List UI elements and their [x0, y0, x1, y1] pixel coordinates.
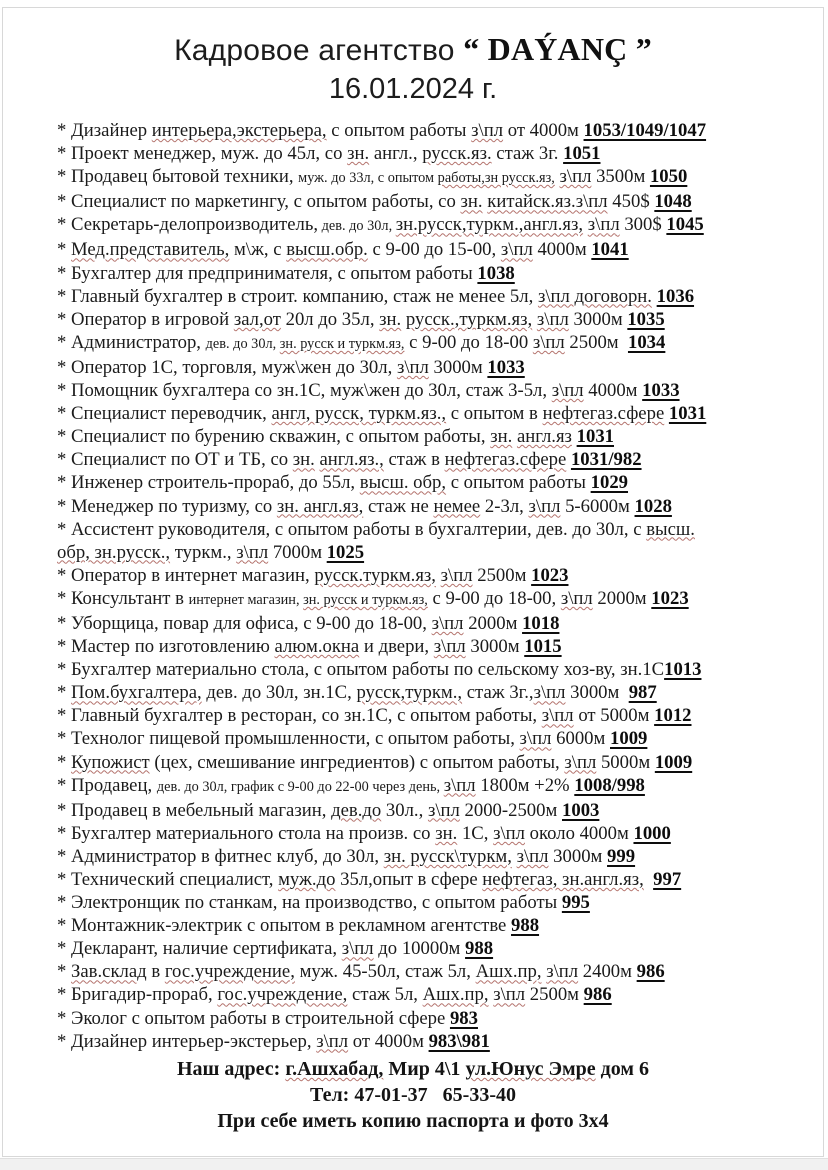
job-text-segment: 30л., — [381, 799, 428, 821]
job-ref-number: 986 — [636, 961, 665, 983]
spellcheck-flagged-text: зн. — [460, 191, 483, 213]
job-text-segment: 300$ — [619, 214, 667, 236]
bullet-asterisk: * — [57, 356, 72, 378]
bullet-asterisk: * — [57, 682, 72, 704]
spellcheck-flagged-text: з\пл — [431, 612, 464, 634]
address-line — [3, 1056, 823, 1082]
job-text-segment: 35л,опыт в сфере — [335, 869, 483, 890]
spellcheck-flagged-text: ул.Юнус Эмре — [465, 1057, 596, 1080]
bullet-asterisk: * — [57, 120, 72, 141]
job-text-segment: Бригадир-прораб, — [71, 984, 218, 1006]
job-text-segment: Электронщик по станкам, на производство, с опытом работы — [71, 892, 562, 914]
spellcheck-flagged-text: гос.учреждение, — [164, 961, 295, 983]
job-text-segment: Продавец, — [71, 774, 157, 796]
job-line — [57, 518, 775, 564]
spellcheck-flagged-text: русск.,туркм.яз, — [405, 308, 533, 330]
job-ref-number: 1029 — [590, 472, 629, 494]
spellcheck-flagged-text: з\пл — [536, 308, 569, 330]
bullet-asterisk: * — [57, 564, 72, 586]
job-text-segment: 3000м — [568, 308, 628, 330]
job-line — [57, 587, 775, 612]
job-text-segment: 3500м — [591, 166, 650, 188]
spellcheck-flagged-text: з\пл — [341, 938, 374, 960]
spellcheck-flagged-text: Купожист — [71, 751, 150, 773]
job-text-segment: с 9-00 до 18-00, — [427, 587, 561, 609]
job-text-segment: 2-3л, — [480, 495, 529, 517]
spellcheck-flagged-text: высш. обр, — [359, 472, 447, 494]
job-ref-number: 1009 — [654, 751, 693, 773]
spellcheck-flagged-text: з\пл — [551, 380, 584, 402]
job-ref-number: 1028 — [634, 495, 672, 517]
job-text-segment: с опытом работы — [326, 120, 472, 141]
spellcheck-flagged-text: з\пл — [532, 331, 565, 353]
job-line — [57, 285, 775, 308]
job-text-segment: Бухгалтер материального стола на произв. со — [71, 822, 436, 844]
job-ref-number: 988 — [465, 938, 494, 960]
job-line — [57, 495, 775, 518]
spellcheck-flagged-text: китайск.яз.з\пл — [487, 191, 608, 213]
job-ref-number: 1031/982 — [570, 449, 642, 471]
spellcheck-flagged-text: немее — [433, 495, 481, 517]
job-text-segment: Специалист по маркетингу, с опытом работы, со — [71, 191, 461, 213]
bullet-asterisk: * — [57, 869, 72, 890]
viewer-background-strip — [0, 1158, 828, 1170]
job-ref-number: 1041 — [591, 239, 629, 261]
job-line — [57, 937, 775, 960]
job-text-segment: туркм., — [170, 541, 237, 563]
job-line — [57, 356, 775, 379]
job-text-segment: 4000м — [583, 380, 643, 402]
job-line — [57, 681, 775, 704]
job-text-segment: Декларант, наличие сертификата, — [71, 938, 342, 960]
job-ref-number: 1013 — [664, 659, 702, 681]
job-ref-number: 1025 — [326, 541, 365, 563]
spellcheck-flagged-text: з\пл — [528, 495, 561, 517]
spellcheck-flagged-text: русск.яз. — [422, 143, 492, 165]
job-text-segment: стаж 3г. — [491, 143, 564, 165]
spellcheck-flagged-text: з\пл — [560, 587, 593, 609]
bullet-asterisk: * — [57, 799, 72, 821]
job-text-segment: дев. до 30л, — [205, 335, 280, 352]
job-text-segment: Продавец в мебельный магазин, — [71, 799, 332, 821]
job-text-segment: Бухгалтер материально стола, с опытом работы по сельскому хоз-ву, зн.1С — [71, 659, 665, 681]
spellcheck-flagged-text: муж.до — [278, 869, 336, 890]
spellcheck-flagged-text: зн. англ.яз, — [276, 495, 364, 517]
spellcheck-flagged-text: з\пл — [519, 728, 552, 750]
job-ref-number: 1036 — [656, 285, 695, 307]
job-line — [57, 165, 775, 190]
bullet-asterisk: * — [57, 751, 72, 773]
bullet-asterisk: * — [57, 636, 72, 658]
spellcheck-flagged-text: з\пл — [546, 961, 579, 983]
spellcheck-flagged-text: зн.русск,туркм.,англ.яз, — [395, 214, 584, 236]
job-line — [57, 891, 775, 914]
job-text-segment: до 10000м — [373, 938, 466, 960]
spellcheck-flagged-text: высш.обр. — [286, 239, 368, 261]
bullet-asterisk: * — [57, 262, 72, 284]
job-ref-number: 1034 — [627, 331, 666, 353]
job-line — [57, 799, 775, 822]
job-text-segment: от 4000м — [348, 1030, 429, 1052]
spellcheck-flagged-text: алюм.окна — [274, 636, 360, 658]
job-text-segment: 3000м — [565, 682, 629, 704]
job-ref-number: 988 — [511, 915, 540, 937]
job-line — [57, 425, 775, 448]
job-text-segment: стаж 5л, — [347, 984, 423, 1006]
job-text-segment — [644, 869, 653, 890]
bullet-asterisk: * — [57, 822, 72, 844]
job-text-segment: Дизайнер — [71, 120, 152, 141]
job-ref-number: 1000 — [633, 822, 671, 844]
job-text-segment: Консультант в — [71, 587, 189, 609]
job-ref-number: 995 — [561, 892, 590, 914]
job-text-segment: дев. до 30л, график с 9-00 до 22-00 через день, — [156, 778, 444, 795]
job-text-segment: м\ж, с — [229, 239, 287, 261]
job-text-segment: (цех, смешивание ингредиентов) с опытом работы, — [149, 751, 565, 773]
job-text-segment: 2000м — [463, 612, 523, 634]
spellcheck-flagged-text: з\пл — [433, 636, 466, 658]
job-text-segment: и двери, — [359, 636, 434, 658]
spellcheck-flagged-text: з\пл — [440, 564, 473, 586]
spellcheck-flagged-text: интерьера,экстерьера, — [151, 120, 327, 141]
job-line — [57, 142, 775, 165]
spellcheck-flagged-text: русск.туркм.яз, — [314, 564, 436, 586]
job-ref-number: 1048 — [654, 191, 692, 213]
spellcheck-flagged-text: англ.яз — [516, 426, 572, 448]
job-text-segment: дев. до 30л, — [318, 218, 396, 235]
bullet-asterisk: * — [57, 984, 72, 1006]
job-text-segment: англ., — [369, 143, 423, 165]
spellcheck-flagged-text: з\пл — [559, 166, 592, 188]
spellcheck-flagged-text: зн. — [292, 449, 315, 471]
job-ref-number: 983 — [449, 1007, 478, 1029]
spellcheck-flagged-text: высш. — [646, 518, 695, 540]
job-line — [57, 331, 775, 356]
job-text-segment: Администратор, — [71, 331, 206, 353]
bullet-asterisk: * — [57, 403, 72, 425]
job-text-segment: 3000м — [548, 845, 608, 867]
bullet-asterisk: * — [57, 774, 72, 796]
job-text-segment: 4000м — [532, 239, 592, 261]
job-text-segment: 2000м — [592, 587, 652, 609]
job-ref-number: 1012 — [654, 705, 692, 727]
bullet-asterisk: * — [57, 380, 72, 402]
job-text-segment: Дизайнер интерьер-экстерьер, — [71, 1030, 317, 1052]
job-text-segment: Специалист переводчик, — [71, 403, 272, 425]
job-text-segment: 1С, — [457, 822, 494, 844]
job-line — [57, 213, 775, 238]
spellcheck-flagged-text: нефтегаз.сфере — [542, 403, 665, 425]
job-line — [57, 612, 775, 635]
spellcheck-flagged-text: з\пл — [396, 356, 429, 378]
job-text-segment: 2400м — [578, 961, 637, 983]
job-ref-number: 1023 — [531, 564, 569, 586]
spellcheck-flagged-text: зн. русск и туркм.яз, — [279, 335, 405, 352]
job-text-segment: интернет магазин, — [188, 591, 304, 608]
job-text-segment: 3000м — [465, 636, 525, 658]
job-line — [57, 190, 775, 213]
bullet-asterisk: * — [57, 166, 72, 188]
job-ref-number: 1038 — [477, 262, 515, 284]
job-line — [57, 262, 775, 285]
bullet-asterisk: * — [57, 728, 72, 750]
spellcheck-flagged-text: Мед.представитель, — [71, 239, 230, 261]
spellcheck-flagged-text: з\пл — [493, 984, 526, 1006]
spellcheck-flagged-text: з\пл — [316, 1030, 349, 1052]
job-text-segment: Монтажник-электрик с опытом в рекламном агентстве — [71, 915, 512, 937]
job-line — [57, 751, 775, 774]
job-line — [57, 448, 775, 471]
job-text-segment: Главный бухгалтер в строит. компанию, стаж не менее 5л, — [71, 285, 538, 307]
job-text-segment: Мир 4\1 — [383, 1057, 466, 1080]
spellcheck-flagged-text: работы,зн русск.яз, — [437, 170, 555, 187]
phone-line: Тел: 47-01-37 65-33-40 — [310, 1083, 516, 1106]
bullet-asterisk: * — [57, 915, 72, 937]
job-text-segment: Специалист по ОТ и ТБ, со — [71, 449, 293, 471]
job-text-segment: 5-6000м — [560, 495, 635, 517]
job-text-segment: дом 6 — [595, 1057, 650, 1080]
job-text-segment: Менеджер по туризму, со — [71, 495, 277, 517]
bullet-asterisk: * — [57, 239, 72, 261]
bullet-asterisk: * — [57, 892, 72, 914]
job-text-segment: Технический специалист, — [71, 869, 279, 890]
job-ref-number: 986 — [583, 984, 612, 1006]
spellcheck-flagged-text: з\пл — [500, 239, 533, 261]
bullet-asterisk: * — [57, 705, 72, 727]
spellcheck-flagged-text: з\пл — [533, 682, 566, 704]
job-text-segment: около 4000м — [525, 822, 634, 844]
spellcheck-flagged-text: з\пл — [541, 705, 574, 727]
job-line — [57, 471, 775, 494]
job-text-segment: Продавец бытовой техники, — [71, 166, 299, 188]
spellcheck-flagged-text: Пом.бухгалтера, — [71, 682, 202, 704]
job-text-segment: 6000м — [551, 728, 610, 750]
spellcheck-flagged-text: з\пл — [236, 541, 269, 563]
spellcheck-flagged-text: зн. — [435, 822, 458, 844]
job-line — [57, 238, 775, 261]
job-text-segment: 450$ — [607, 191, 655, 213]
spellcheck-flagged-text: зн. — [347, 143, 370, 165]
spellcheck-flagged-text: англ, русск, туркм.яз., — [271, 403, 447, 425]
job-line — [57, 308, 775, 331]
job-text-segment: 20л до 35л, — [280, 308, 380, 330]
job-line — [57, 402, 775, 425]
job-ref-number: 1003 — [562, 799, 600, 821]
bullet-asterisk: * — [57, 1007, 72, 1029]
job-ref-number: 987 — [628, 682, 657, 704]
spellcheck-flagged-text: русск,туркм., — [356, 682, 463, 704]
job-ref-number: 1051 — [563, 143, 601, 165]
job-text-segment: Главный бухгалтер в ресторан, со зн.1С, с опытом работы, — [71, 705, 542, 727]
job-text-segment: 7000м — [268, 541, 327, 563]
spellcheck-flagged-text: з\пл — [516, 845, 549, 867]
job-text-segment: от 4000м — [503, 120, 584, 141]
job-ref-number: 1015 — [524, 636, 562, 658]
job-text-segment: Наш адрес: — [176, 1057, 286, 1080]
spellcheck-flagged-text: дев.до — [331, 799, 382, 821]
spellcheck-flagged-text: зал,от — [233, 308, 281, 330]
agency-label: Кадровое агентство — [174, 34, 455, 67]
vacancy-list — [57, 119, 775, 1053]
bullet-asterisk: * — [57, 659, 72, 681]
spellcheck-flagged-text: Ашх.пр, — [422, 984, 489, 1006]
bullet-asterisk: * — [57, 961, 72, 983]
spellcheck-flagged-text: обр, зн.русск., — [57, 541, 171, 563]
spellcheck-flagged-text: зн. — [379, 308, 402, 330]
note-line: При себе иметь копию паспорта и фото 3х4 — [217, 1109, 609, 1132]
bullet-asterisk: * — [57, 495, 72, 517]
job-text-segment: Оператор в игровой — [71, 308, 234, 330]
spellcheck-flagged-text: г.Ашхабад, — [285, 1057, 384, 1080]
bullet-asterisk: * — [57, 472, 72, 494]
job-ref-number: 1033 — [642, 380, 680, 402]
bullet-asterisk: * — [57, 308, 72, 330]
job-text-segment: Секретарь-делопроизводитель, — [71, 214, 319, 236]
spellcheck-flagged-text: Ашх.пр, — [475, 961, 542, 983]
job-text-segment: стаж в — [383, 449, 445, 471]
job-text-segment: 3000м — [428, 356, 488, 378]
job-text-segment: Мастер по изготовлению — [71, 636, 275, 658]
job-text-segment: Оператор в интернет магазин, — [71, 564, 315, 586]
bullet-asterisk: * — [57, 1030, 72, 1052]
spellcheck-flagged-text: гос.учреждение, — [217, 984, 348, 1006]
job-text-segment: в — [146, 961, 165, 983]
document-page — [2, 7, 824, 1157]
job-ref-number: 1018 — [522, 612, 560, 634]
job-ref-number: 1008/998 — [574, 774, 645, 796]
job-ref-number: 999 — [607, 845, 636, 867]
spellcheck-flagged-text: з\пл — [587, 214, 620, 236]
job-line — [57, 914, 775, 937]
job-line — [57, 960, 775, 983]
job-text-segment: 2500м — [472, 564, 532, 586]
job-text-segment: с 9-00 до 18-00 — [404, 331, 533, 353]
document-footer — [3, 1056, 823, 1134]
job-line — [57, 704, 775, 727]
job-ref-number: 1023 — [651, 587, 689, 609]
job-text-segment: Уборщица, повар для офиса, с 9-00 до 18-00, — [71, 612, 432, 634]
spellcheck-flagged-text: зн. русск и туркм.яз, — [303, 591, 428, 608]
job-ref-number: 1045 — [666, 214, 704, 236]
job-text-segment: с 9-00 до 15-00, — [367, 239, 501, 261]
job-ref-number: 997 — [653, 869, 682, 890]
spellcheck-flagged-text: з\пл — [471, 120, 504, 141]
spellcheck-flagged-text: зн. русск\туркм, — [383, 845, 512, 867]
job-text-segment: с опытом в — [446, 403, 543, 425]
job-ref-number: 1031 — [576, 426, 614, 448]
job-text-segment: 2000-2500м — [459, 799, 562, 821]
job-line — [57, 868, 775, 891]
bullet-asterisk: * — [57, 191, 72, 213]
spellcheck-flagged-text: з\пл — [493, 822, 525, 844]
job-line — [57, 1030, 775, 1053]
job-text-segment: Инженер строитель-прораб, до 55л, — [71, 472, 360, 494]
spellcheck-flagged-text: з\пл — [427, 799, 460, 821]
spellcheck-flagged-text: Зав.склад — [71, 961, 147, 983]
bullet-asterisk: * — [57, 612, 72, 634]
job-text-segment: муж. 45-50л, стаж 5л, — [294, 961, 476, 983]
job-text-segment: Специалист по бурению скважин, с опытом работы, — [71, 426, 491, 448]
document-date: 16.01.2024 г. — [328, 73, 498, 105]
job-line — [57, 1007, 775, 1030]
job-text-segment: от 5000м — [573, 705, 655, 727]
job-ref-number: 1053/1049/1047 — [583, 120, 707, 141]
job-line — [57, 379, 775, 402]
spellcheck-flagged-text: з\пл договорн. — [537, 285, 652, 307]
bullet-asterisk: * — [57, 587, 72, 609]
bullet-asterisk: * — [57, 938, 72, 960]
bullet-asterisk: * — [57, 143, 72, 165]
page-title — [3, 8, 823, 72]
spellcheck-flagged-text: з\пл — [443, 774, 476, 796]
job-line — [57, 983, 775, 1006]
job-text-segment: с опытом работы — [446, 472, 591, 494]
spellcheck-flagged-text: зн. — [490, 426, 513, 448]
job-line — [57, 119, 775, 142]
job-line — [57, 774, 775, 799]
job-ref-number: 1009 — [610, 728, 648, 750]
job-line — [57, 564, 775, 587]
bullet-asterisk: * — [57, 426, 72, 448]
job-line — [57, 658, 775, 681]
job-text-segment: Эколог с опытом работы в строительной сфере — [71, 1007, 450, 1029]
job-text-segment: 1800м +2% — [475, 774, 575, 796]
bullet-asterisk: * — [57, 518, 72, 540]
job-line — [57, 635, 775, 658]
job-text-segment: стаж не — [363, 495, 434, 517]
job-text-segment: стаж 3г., — [462, 682, 534, 704]
bullet-asterisk: * — [57, 331, 72, 353]
job-text-segment: Технолог пищевой промышленности, с опытом работы, — [71, 728, 520, 750]
job-line — [57, 727, 775, 750]
bullet-asterisk: * — [57, 285, 72, 307]
job-ref-number: 1035 — [627, 308, 665, 330]
job-ref-number: 1050 — [649, 166, 688, 188]
job-text-segment: Бухгалтер для предпринимателя, с опытом работы — [71, 262, 478, 284]
job-ref-number: 983\981 — [428, 1030, 490, 1052]
job-text-segment: Проект менеджер, муж. до 45л, со — [71, 143, 348, 165]
job-text-segment: Оператор 1С, торговля, муж\жен до 30л, — [71, 356, 397, 378]
bullet-asterisk: * — [57, 449, 72, 471]
job-ref-number: 1031 — [668, 403, 707, 425]
spellcheck-flagged-text: нефтегаз, зн.англ.яз, — [482, 869, 644, 890]
job-ref-number: 1033 — [487, 356, 525, 378]
job-text-segment: дев. до 30л, зн.1С, — [201, 682, 357, 704]
job-line — [57, 845, 775, 868]
job-text-segment: 5000м — [596, 751, 655, 773]
job-text-segment: 2500м — [525, 984, 584, 1006]
bullet-asterisk: * — [57, 845, 72, 867]
bullet-asterisk: * — [57, 214, 72, 236]
job-text-segment: 2500м — [564, 331, 628, 353]
spellcheck-flagged-text: нефтегаз.сфере — [444, 449, 567, 471]
job-text-segment: Администратор в фитнес клуб, до 30л, — [71, 845, 384, 867]
job-text-segment: муж. до 33л, с опытом — [298, 170, 438, 187]
spellcheck-flagged-text: з\пл — [564, 751, 597, 773]
spellcheck-flagged-text: англ.яз., — [319, 449, 384, 471]
job-text-segment: Помощник бухгалтера со зн.1С, муж\жен до 30л, стаж 3-5л, — [71, 380, 552, 402]
job-text-segment: Ассистент руководителя, с опытом работы в бухгалтерии, дев. до 30л, с — [71, 518, 647, 540]
job-line — [57, 822, 775, 845]
agency-brand-name: “ DAÝANÇ ” — [463, 31, 652, 67]
